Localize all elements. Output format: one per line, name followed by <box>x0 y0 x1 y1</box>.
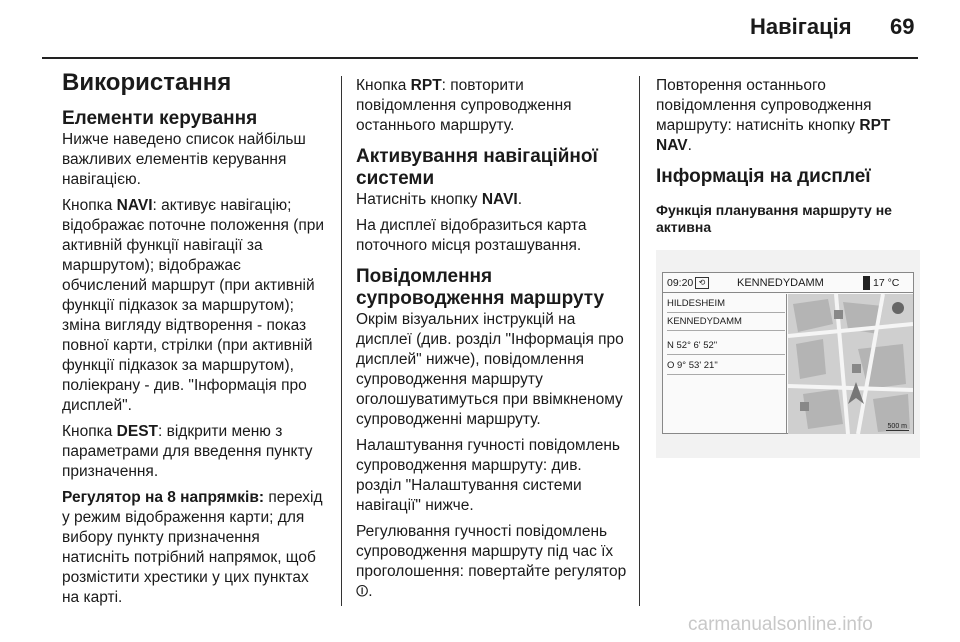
clock: 09:20 <box>667 277 694 289</box>
rpt-paragraph <box>356 76 628 136</box>
page-number: 69 <box>890 14 915 39</box>
regulator-text: перехід у режим відображення карти; для вибору пункту призначення натисніть потрібний напрямок, щоб розмістити хрестики у цих пунктах на карті. <box>62 489 323 606</box>
regulator-paragraph <box>62 488 330 608</box>
column-2 <box>356 76 628 608</box>
repeat-text: Повторення останнього повідомлення супроводження маршруту: натисніть кнопку <box>656 77 872 134</box>
navi-key: NAVI <box>481 191 518 208</box>
dest-paragraph <box>62 422 330 482</box>
volume-setting-paragraph: Налаштування гучності повідомлень супроводження маршруту: див. розділ "Налаштування системи навігації" нижче. <box>356 437 621 514</box>
column-1 <box>62 68 330 614</box>
temperature: 17 °C <box>873 277 900 289</box>
rpt-key: RPT <box>410 77 442 94</box>
prefix: Кнопка <box>62 197 117 214</box>
header-title: Навігація <box>750 14 852 39</box>
display-illustration <box>656 250 920 458</box>
navi-key: NAVI <box>116 197 153 214</box>
display-heading: Інформація на дисплеї <box>656 166 871 187</box>
regulator-key: Регулятор на 8 напрямків: <box>62 489 265 506</box>
prefix: Кнопка <box>356 77 411 94</box>
dest-text: : відкрити меню з параметрами для введення пункту призначення. <box>62 423 313 480</box>
column-divider <box>341 76 342 606</box>
volume-adjust-text: Регулювання гучності повідомлень супроводження маршруту під час їх проголошення: повертайте регулятор <box>356 523 627 580</box>
section-heading: Використання <box>62 69 232 96</box>
route-icon: ⟲ <box>695 277 709 289</box>
navi-text: : активує навігацію; відображає поточне положення (при активній функції навігації за маршрутом); відображає обчислений маршрут (при активній функції підказок за маршрутом); зміна вигляду відтворення - показ повної карти, стрілки (при активній функції підказок за маршрутом), поліекрану - див. "Інформація про дисплей". <box>62 197 325 414</box>
suffix: . <box>687 137 692 154</box>
info-panel <box>663 294 787 434</box>
volume-adjust-paragraph: Регулювання гучності повідомлень супроводження маршруту під час їх проголошення: повертайте регулятор ⏼. <box>356 523 627 600</box>
repeat-paragraph <box>656 76 924 156</box>
activate-heading: Активування навігаційної системи <box>356 146 598 189</box>
column-divider <box>639 76 640 606</box>
street-line: KENNEDYDAMM <box>667 316 785 331</box>
messages-heading: Повідомлення супроводження маршруту <box>356 266 605 309</box>
longitude-line: O 9° 53' 21" <box>667 360 785 375</box>
map-view <box>788 294 913 434</box>
prefix: Кнопка <box>62 423 117 440</box>
street-name: KENNEDYDAMM <box>737 277 824 289</box>
map-shown-paragraph: На дисплеї відобразиться карта поточного місця розташування. <box>356 217 587 254</box>
map-scale: 500 m <box>887 423 907 430</box>
prefix: Натисніть кнопку <box>356 191 482 208</box>
display-screen <box>662 272 914 434</box>
header-rule <box>42 57 918 59</box>
latitude-line: N 52° 6' 52" <box>667 340 785 355</box>
rpt-nav-key: RPT NAV <box>656 117 891 154</box>
city-line: HILDESHEIM <box>667 298 785 313</box>
navi-paragraph <box>62 196 330 416</box>
knob-icon: ⏼ <box>356 583 369 600</box>
press-navi-paragraph <box>356 190 628 210</box>
column-3 <box>656 76 924 236</box>
rpt-text: : повторити повідомлення супроводження останнього маршруту. <box>356 77 572 134</box>
thermometer-icon <box>863 276 870 290</box>
dest-key: DEST <box>116 423 158 440</box>
watermark: carmanualsonline.info <box>688 614 873 635</box>
inactive-subheading: Функція планування маршруту не активна <box>656 202 892 235</box>
intro-paragraph: Нижче наведено список найбільш важливих елементів керування навігацією. <box>62 131 306 188</box>
subsection-heading: Елементи керування <box>62 108 258 129</box>
suffix: . <box>517 191 523 208</box>
status-bar <box>663 273 913 293</box>
messages-paragraph: Окрім візуальних інструкцій на дисплеї (див. розділ "Інформація про дисплей" нижче), повідомлення супроводження маршруту оголошуватимуться при ввімкненому супроводженні маршруту. <box>356 311 624 428</box>
map-graphic <box>788 294 913 434</box>
